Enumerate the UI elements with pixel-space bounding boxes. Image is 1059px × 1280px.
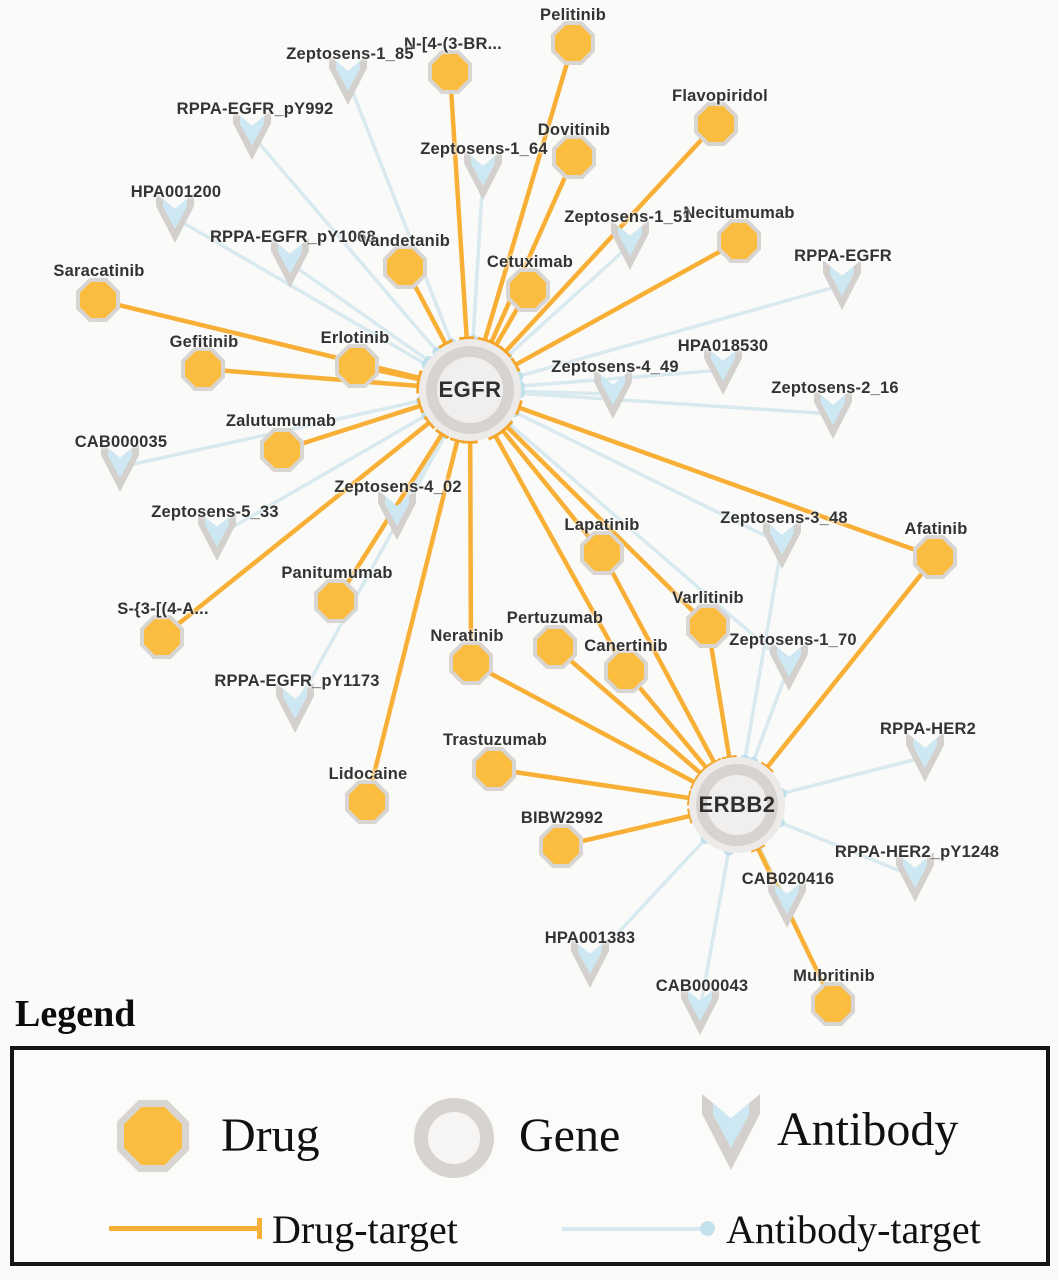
drug-octagon-icon bbox=[584, 535, 620, 571]
drug-octagon-icon bbox=[432, 54, 468, 90]
node-label: Cetuximab bbox=[486, 253, 574, 271]
node-label: Erlotinib bbox=[320, 329, 390, 347]
drug-node-erlotinib[interactable] bbox=[335, 344, 379, 388]
node-label: Zeptosens-3_48 bbox=[720, 509, 848, 527]
edge-line bbox=[782, 757, 925, 794]
node-label: CAB000043 bbox=[655, 977, 749, 995]
node-label: Zalutumumab bbox=[225, 412, 337, 430]
legend-antibody-target-label: Antibody-target bbox=[726, 1207, 981, 1252]
node-label: Pelitinib bbox=[540, 6, 606, 24]
gene-node-erbb2[interactable] bbox=[696, 764, 778, 846]
legend-title: Legend bbox=[15, 993, 136, 1035]
node-label: RPPA-EGFR_pY1173 bbox=[214, 672, 380, 690]
legend-drug-label: Drug bbox=[221, 1109, 320, 1162]
drug-octagon-icon bbox=[510, 272, 546, 308]
drug-node-vandetanib[interactable] bbox=[383, 245, 427, 289]
drug-octagon-icon bbox=[144, 619, 180, 655]
node-label: RPPA-EGFR bbox=[794, 247, 892, 265]
drug-octagon-icon bbox=[318, 583, 354, 619]
node-label: Pertuzumab bbox=[506, 609, 604, 627]
node-label: RPPA-HER2 bbox=[880, 720, 976, 738]
node-label: Afatinib bbox=[904, 520, 968, 538]
drug-node-gefitinib[interactable] bbox=[181, 347, 225, 391]
drug-octagon-icon bbox=[339, 348, 375, 384]
legend-drug-target-line-icon bbox=[109, 1226, 257, 1231]
node-label: Zeptosens-1_85 bbox=[286, 45, 414, 63]
node-label: Dovitinib bbox=[537, 121, 611, 139]
drug-octagon-icon bbox=[690, 608, 726, 644]
drug-node-zalutumumab[interactable] bbox=[260, 428, 304, 472]
node-label: Zeptosens-4_02 bbox=[334, 478, 462, 496]
legend-drug-octagon-icon bbox=[117, 1100, 189, 1172]
drug-octagon-icon bbox=[349, 784, 385, 820]
drug-octagon-icon bbox=[537, 629, 573, 665]
node-label: Zeptosens-1_51 bbox=[564, 208, 692, 226]
node-label: Zeptosens-1_70 bbox=[729, 631, 857, 649]
node-label: Necitumumab bbox=[683, 204, 795, 222]
drug-octagon-icon bbox=[815, 986, 851, 1022]
node-label: Neratinib bbox=[430, 627, 504, 645]
drug-node-n4-3br[interactable] bbox=[428, 50, 472, 94]
legend-drug-target-label: Drug-target bbox=[272, 1207, 458, 1252]
drug-octagon-icon bbox=[80, 282, 116, 318]
gene-label-egfr: EGFR bbox=[438, 377, 502, 402]
node-label: Gefitinib bbox=[169, 333, 239, 351]
drug-node-saracatinib[interactable] bbox=[76, 278, 120, 322]
drug-octagon-icon bbox=[476, 751, 512, 787]
gene-label-erbb2: ERBB2 bbox=[698, 792, 776, 817]
drug-octagon-icon bbox=[543, 828, 579, 864]
legend-antibody-chevron-icon bbox=[702, 1094, 760, 1170]
node-label: HPA001200 bbox=[130, 183, 222, 201]
node-label: Zeptosens-4_49 bbox=[551, 358, 679, 376]
drug-octagon-icon bbox=[698, 106, 734, 142]
node-label: Lapatinib bbox=[564, 516, 640, 534]
edge-line bbox=[348, 80, 452, 344]
node-label: S-{3-[(4-A... bbox=[117, 600, 209, 618]
node-label: Flavopiridol bbox=[672, 87, 768, 105]
edge-line bbox=[473, 175, 483, 340]
edge-line bbox=[450, 72, 467, 338]
node-label: Saracatinib bbox=[53, 262, 145, 280]
node-label: Vandetanib bbox=[359, 232, 451, 250]
node-label: N-[4-(3-BR... bbox=[404, 35, 502, 53]
node-label: Canertinib bbox=[584, 637, 668, 655]
drug-octagon-icon bbox=[608, 653, 644, 689]
gene-node-egfr[interactable] bbox=[426, 346, 514, 434]
node-label: HPA018530 bbox=[677, 337, 769, 355]
drug-octagon-icon bbox=[264, 432, 300, 468]
node-label: RPPA-EGFR_pY992 bbox=[176, 100, 334, 118]
node-label: Zeptosens-1_64 bbox=[420, 140, 548, 158]
drug-octagon-icon bbox=[387, 249, 423, 285]
drug-octagon-icon bbox=[556, 139, 592, 175]
legend-box bbox=[10, 1046, 1050, 1266]
drug-octagon-icon bbox=[721, 223, 757, 259]
drug-octagon-icon bbox=[453, 645, 489, 681]
node-label: Varlitinib bbox=[672, 589, 744, 607]
legend-antibody-label: Antibody bbox=[777, 1103, 959, 1156]
node-label: RPPA-HER2_pY1248 bbox=[834, 843, 1000, 861]
node-label: Mubritinib bbox=[793, 967, 875, 985]
node-label: HPA001383 bbox=[544, 929, 636, 947]
node-label: Zeptosens-2_16 bbox=[771, 379, 899, 397]
node-label: CAB020416 bbox=[741, 870, 835, 888]
legend-drug-target-tee-icon bbox=[257, 1218, 262, 1239]
node-label: Panitumumab bbox=[281, 564, 393, 582]
node-label: Lidocaine bbox=[328, 765, 408, 783]
drug-octagon-icon bbox=[917, 539, 953, 575]
legend-gene-ring-icon bbox=[414, 1098, 494, 1178]
node-label: Zeptosens-5_33 bbox=[151, 503, 279, 521]
node-label: Trastuzumab bbox=[443, 731, 547, 749]
legend-gene-label: Gene bbox=[519, 1109, 621, 1162]
legend-antibody-target-dot-icon bbox=[700, 1221, 715, 1236]
node-label: RPPA-EGFR_pY1068 bbox=[209, 228, 377, 246]
drug-octagon-icon bbox=[124, 1107, 182, 1165]
edge-line bbox=[494, 769, 690, 798]
drug-octagon-icon bbox=[555, 25, 591, 61]
node-label: BIBW2992 bbox=[520, 809, 604, 827]
node-label: CAB000035 bbox=[74, 433, 168, 451]
antibody-chevron-icon bbox=[713, 1103, 749, 1148]
drug-octagon-icon bbox=[185, 351, 221, 387]
legend-antibody-target-line-icon bbox=[562, 1227, 707, 1231]
